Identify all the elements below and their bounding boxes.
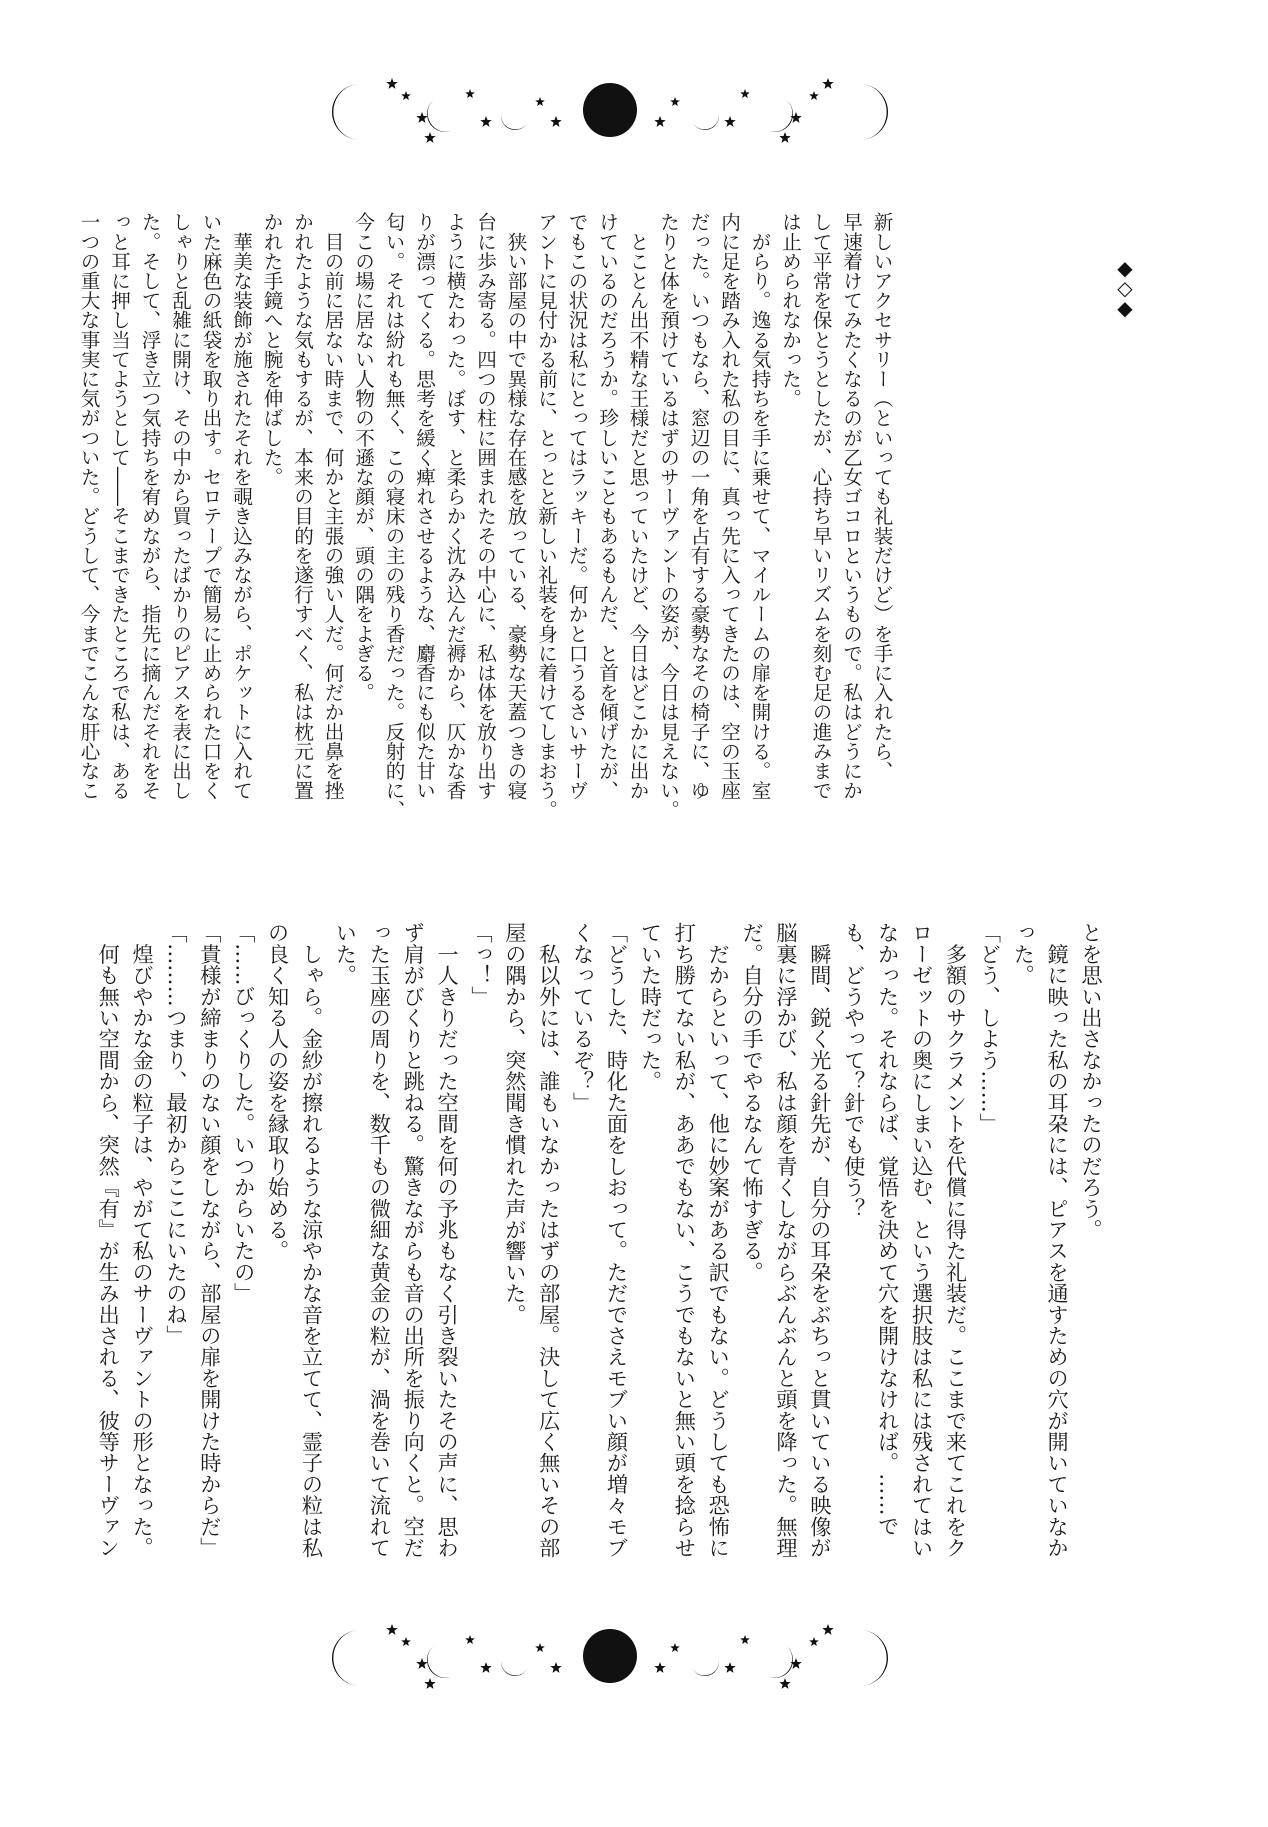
text-line: かれたような気もするが、本来の目的を遂行すべく、私は枕元に置: [290, 212, 314, 800]
star-icon: [790, 1658, 801, 1669]
star-icon: [724, 116, 735, 127]
text-line: だ。自分の手でやるなんて怖すぎる。: [740, 922, 766, 1283]
text-line: 華美な装飾が施されたそれを覗き込みながら、ポケットに入れて: [229, 212, 253, 800]
text-line: 煌びやかな金の粒子は、やがて私のサーヴァントの形となった。: [130, 922, 156, 1558]
text-line: った。: [1011, 922, 1037, 986]
star-icon: [654, 116, 665, 127]
text-line: たりと体を預けているはずのサーヴァントの姿が、今日は見えない。: [656, 212, 680, 820]
text-line: 脳裏に浮かび、私は顔を青くしながらぶんぶんと頭を降った。無理: [773, 922, 799, 1558]
full-moon-icon: [583, 1629, 637, 1683]
text-line: けているのだろうか。珍しいこともあるもんだ、と首を傾げたが、: [595, 212, 619, 800]
text-line: 「どうした、時化た面をしおって。ただでさえモブい顔が増々モブ: [604, 922, 630, 1558]
star-icon: [386, 1624, 397, 1635]
text-line: 匂い。それは紛れも無く、この寝床の主の残り香だった。反射的に、: [382, 212, 405, 820]
star-icon: [550, 116, 561, 127]
text-line: 狭い部屋の中で異様な存在感を放っている、豪勢な天蓋つきの寝: [504, 212, 527, 800]
text-line: 一つの重大な事実に気がついた。どうして、今までこんな肝心なこ: [77, 212, 100, 800]
star-icon: [740, 1635, 750, 1644]
star-icon: [465, 1635, 475, 1644]
crescent-moon-icon: [332, 84, 360, 140]
text-line: かれた手鏡へと腕を伸ばした。: [260, 212, 283, 487]
star-icon: [480, 1662, 491, 1673]
crescent-moon-icon: [497, 111, 528, 134]
text-line: して平常を保とうとしたが、心持ち早いリズムを刻む足の進みまで: [809, 212, 832, 800]
text-line: 何も無い空間から、突然『有』が生み出される、彼等サーヴァン: [96, 922, 122, 1558]
star-icon: [670, 97, 680, 106]
crescent-moon-icon: [497, 1657, 528, 1680]
star-icon: [779, 1678, 790, 1689]
star-icon: [740, 89, 750, 98]
text-line: 打ち勝てない私が、ああでもない、こうでもないと無い頭を捻らせ: [672, 922, 698, 1558]
star-icon: [535, 97, 545, 106]
star-icon: [654, 1662, 665, 1673]
star-icon: [386, 78, 397, 89]
text-line: った玉座の周りを、数千もの微細な黄金の粒が、渦を巻いて流れて: [367, 922, 393, 1558]
text-line: 私以外には、誰もいなかったはずの部屋。決して広く無いその部: [536, 922, 562, 1558]
text-line: っと耳に押し当てようとして――そこまできたところで私は、ある: [107, 212, 131, 800]
text-line: 屋の隅から、突然聞き慣れた声が響いた。: [502, 922, 528, 1325]
text-line: なかった。それならば、覚悟を決めて穴を開けなければ。……で: [875, 922, 901, 1537]
star-icon: [401, 91, 411, 100]
text-line: た。そして、浮き立つ気持ちを宥めながら、指先に摘んだそれをそ: [138, 212, 161, 800]
star-icon: [424, 1678, 435, 1689]
crescent-moon-icon: [420, 1644, 454, 1684]
star-icon: [480, 116, 491, 127]
text-line: 「どう、しよう……」: [977, 922, 1003, 1134]
star-icon: [809, 91, 819, 100]
text-line: りが漂ってくる。思考を緩く痺れさせるような、麝香にも似た甘い: [412, 212, 436, 800]
text-line: いた麻色の紙袋を取り出す。セロテープで簡易に止められた口をく: [199, 212, 222, 800]
text-line: だからといって、他に妙案がある訳でもない。どうしても恐怖に: [706, 922, 732, 1558]
text-line: 新しいアクセサリー（といっても礼装だけど）を手に入れたら、: [870, 212, 893, 781]
star-icon: [465, 89, 475, 98]
text-line: の良く知る人の姿を縁取り始める。: [265, 922, 291, 1262]
star-icon: [401, 1637, 411, 1646]
star-icon: [550, 1662, 561, 1673]
text-line: は止められなかった。: [778, 212, 802, 408]
crescent-moon-icon: [860, 84, 888, 140]
text-line: 早速着けてみたくなるのが乙女ゴコロというもので。私はどうにか: [839, 212, 863, 800]
star-icon: [822, 78, 833, 89]
star-icon: [670, 1643, 680, 1652]
text-line: アントに見付かる前に、とっとと新しい礼装を身に着けてしまおう。: [534, 212, 558, 820]
moon-star-ornament-top: [330, 72, 890, 152]
text-line: 「貴様が締まりのない顔をしながら、部屋の扉を開けた時からだ」: [197, 922, 223, 1558]
text-line: ず肩がびくりと跳ねる。驚きながらも音の出所を振り向くと。空だ: [401, 922, 427, 1558]
text-line: 今この場に居ない人物の不遜な顔が、頭の隅をよぎる。: [351, 212, 375, 702]
text-line: ていた時だった。: [638, 922, 664, 1092]
text-line: 多額のサクラメントを代償に得た礼装だ。ここまで来てこれをク: [943, 922, 969, 1558]
filled-diamond-icon: ◆: [1117, 296, 1133, 320]
star-icon: [809, 1637, 819, 1646]
text-line: 「……びっくりした。いつからいたの」: [231, 922, 257, 1304]
full-moon-icon: [583, 83, 637, 137]
star-icon: [416, 112, 427, 123]
section-break-diamonds: [1112, 258, 1138, 318]
text-line: ように横たわった。ぼす、と柔らかく沈み込んだ褥から、仄かな香: [443, 212, 466, 800]
text-line: だった。いつもなら、窓辺の一角を占有する豪勢なその椅子に、ゆ: [687, 212, 710, 800]
text-line: いた。: [333, 922, 359, 986]
star-icon: [790, 112, 801, 123]
star-icon: [424, 132, 435, 143]
star-icon: [779, 132, 790, 143]
crescent-moon-icon: [692, 1657, 723, 1680]
text-line: 一人きりだった空間を何の予兆もなく引き裂いたその声に、思わ: [435, 922, 461, 1558]
text-line: 瞬間、鋭く光る針先が、自分の耳朶をぶちっと貫いている映像が: [807, 922, 833, 1558]
text-line: がらり。逸る気持ちを手に乗せて、マイルームの扉を開ける。室: [748, 212, 771, 800]
text-line: とことん出不精な王様だと思っていたけど、今日はどこかに出か: [626, 212, 649, 800]
crescent-moon-icon: [332, 1630, 360, 1686]
text-line: しゃりと乱雑に開け、その中から買ったばかりのピアスを表に出し: [168, 212, 192, 800]
outline-diamond-icon: ◇: [1117, 276, 1133, 300]
text-block-upper: [73, 212, 897, 820]
crescent-moon-icon: [860, 1630, 888, 1686]
star-icon: [416, 1658, 427, 1669]
text-line: 目の前に居ない時まで、何かと主張の強い人だ。何だか出鼻を挫: [321, 212, 344, 800]
text-line: 「………つまり、最初からここにいたのね」: [163, 922, 189, 1346]
text-line: しゃら。金紗が擦れるような涼やかな音を立てて、霊子の粒は私: [299, 922, 325, 1558]
text-line: 鏡に映った私の耳朶には、ピアスを通すための穴が開いていなか: [1045, 922, 1071, 1558]
filled-diamond-icon: ◆: [1117, 256, 1133, 280]
moon-star-ornament-bottom: [330, 1618, 890, 1698]
text-line: 「っ！」: [468, 922, 494, 1007]
crescent-moon-icon: [692, 111, 723, 134]
text-block-lower: [91, 922, 1108, 1572]
text-line: ローゼットの奥にしまい込む、という選択肢は私には残されてはい: [909, 922, 935, 1558]
text-line: も、どうやって？針でも使う？: [841, 922, 867, 1219]
text-line: 内に足を踏み入れた私の目に、真っ先に入ってきたのは、空の玉座: [717, 212, 741, 800]
text-line: 台に歩み寄る。四つの柱に囲まれたその中心に、私は体を放り出す: [473, 212, 497, 800]
star-icon: [535, 1643, 545, 1652]
star-icon: [822, 1624, 833, 1635]
star-icon: [724, 1662, 735, 1673]
text-line: とを思い出さなかったのだろう。: [1079, 922, 1104, 1240]
crescent-moon-icon: [420, 98, 454, 138]
text-line: でもこの状況は私にとってはラッキーだ。何かと口うるさいサーヴ: [565, 212, 588, 800]
text-line: くなっているぞ？」: [570, 922, 596, 1113]
